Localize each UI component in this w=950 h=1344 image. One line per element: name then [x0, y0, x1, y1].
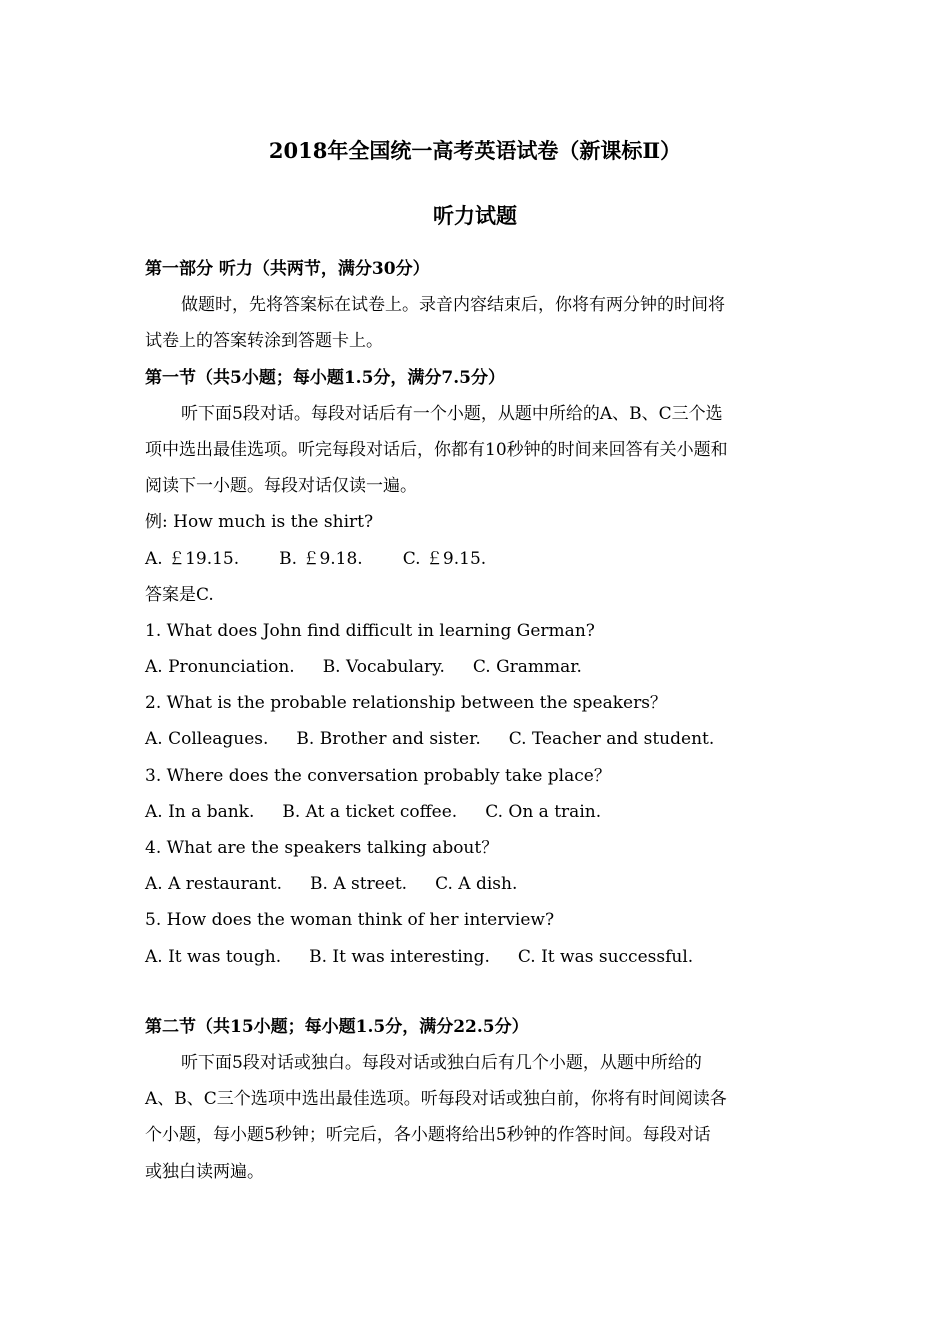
option-a: A. In a bank. [145, 801, 255, 822]
exam-content [145, 251, 809, 1190]
page-title: 2018年全国统一高考英语试卷（新课标Ⅱ） [268, 138, 682, 163]
question-2-options [145, 721, 809, 757]
page-subtitle: 听力试题 [433, 203, 517, 228]
option-a: A. ￡19.15. [145, 548, 240, 569]
section1-instruction-line: 项中选出最佳选项。听完每段对话后，你都有10秒钟的时间来回答有关小题和 [145, 439, 728, 460]
question-4-options [145, 866, 809, 902]
question-1-options [145, 649, 809, 685]
section1-instruction-line: 听下面5段对话。每段对话后有一个小题，从题中所给的A、B、C三个选 [181, 403, 723, 424]
option-a: A. Colleagues. [145, 729, 269, 750]
option-b: B. A street. [310, 874, 408, 895]
option-b: B. ￡9.18. [279, 548, 363, 569]
option-a: A. It was tough. [145, 946, 282, 967]
part1-instruction-line: 做题时，先将答案标在试卷上。录音内容结束后，你将有两分钟的时间将 [181, 295, 725, 316]
option-c: C. Grammar. [472, 657, 582, 678]
option-c: C. ￡9.15. [402, 548, 487, 569]
option-b: B. Brother and sister. [296, 729, 481, 750]
example-question: 例: How much is the shirt? [145, 512, 374, 533]
section2-heading: 第二节（共15小题；每小题1.5分，满分22.5分） [145, 1016, 529, 1037]
option-c: C. Teacher and student. [508, 729, 715, 750]
section2-instruction-line: 或独白读两遍。 [145, 1161, 264, 1182]
question-1: 1. What does John find difficult in learning German? [145, 620, 595, 641]
option-b: B. It was interesting. [309, 946, 490, 967]
question-2: 2. What is the probable relationship between the speakers？ [145, 693, 667, 714]
option-a: A. A restaurant. [145, 874, 283, 895]
part1-instruction-line: 试卷上的答案转涂到答题卡上。 [145, 331, 383, 352]
section2-instruction-line: 听下面5段对话或独白。每段对话或独白后有几个小题，从题中所给的 [181, 1052, 702, 1073]
option-a: A. Pronunciation. [145, 657, 295, 678]
example-answer: 答案是C. [145, 584, 214, 605]
section-spacer [145, 975, 809, 1009]
option-c: C. On a train. [485, 801, 602, 822]
section1-instruction-line: 阅读下一小题。每段对话仅读一遍。 [145, 476, 417, 497]
question-5: 5. How does the woman think of her interview? [145, 910, 555, 931]
question-4: 4. What are the speakers talking about？ [145, 838, 499, 858]
question-3: 3. Where does the conversation probably take place？ [145, 765, 611, 786]
example-options [145, 541, 809, 577]
option-b: B. At a ticket coffee. [282, 801, 458, 822]
option-c: C. A dish. [435, 874, 518, 895]
part1-heading: 第一部分 听力（共两节，满分30分） [145, 259, 430, 279]
option-c: C. It was successful. [517, 946, 694, 967]
section2-instruction-line: 个小题，每小题5秒钟；听完后，各小题将给出5秒钟的作答时间。每段对话 [145, 1125, 711, 1146]
section2-instruction-line: A、B、C三个选项中选出最佳选项。听每段对话或独白前，你将有时间阅读各 [145, 1089, 727, 1110]
section1-heading: 第一节（共5小题；每小题1.5分，满分7.5分） [145, 367, 505, 388]
option-b: B. Vocabulary. [322, 657, 445, 678]
question-5-options [145, 939, 809, 975]
question-3-options [145, 794, 809, 830]
